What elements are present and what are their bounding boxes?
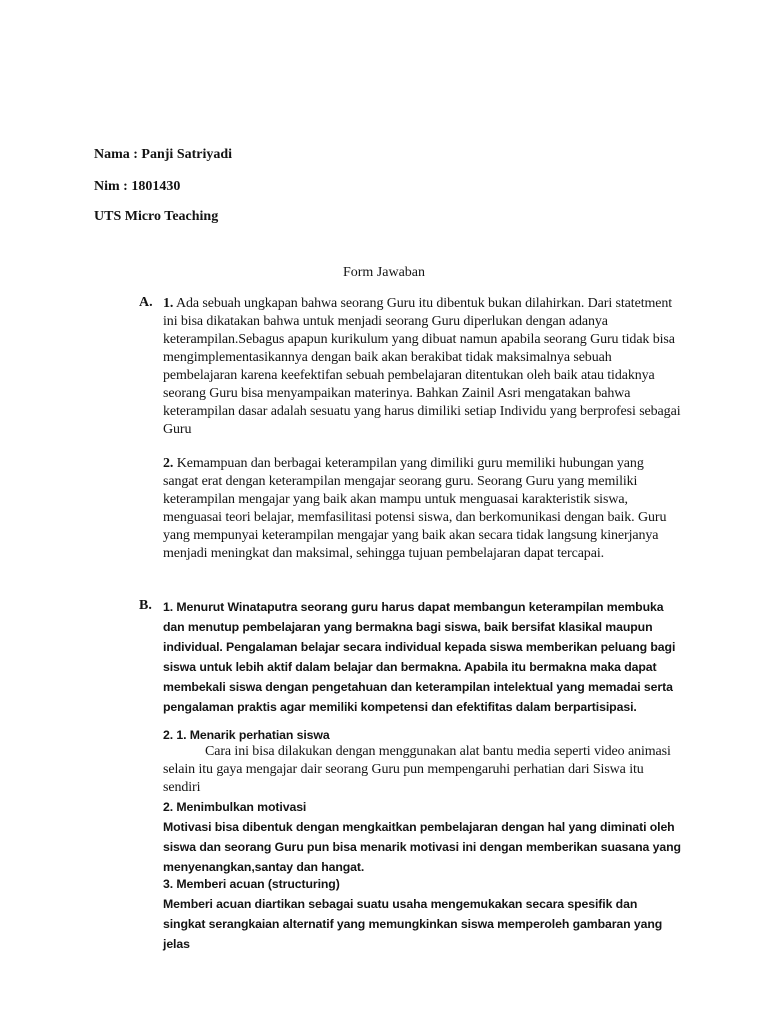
section-b-item-2 xyxy=(163,797,681,877)
section-a-question-2 xyxy=(163,455,681,563)
answer-a1-number: 1. xyxy=(163,296,174,311)
section-b-item-1-body xyxy=(163,743,681,797)
section-b-question-1 xyxy=(163,597,681,717)
item-3-text: Memberi acuan diartikan sebagai suatu usaha mengemukakan secara spesifik dan singkat serangkaian alternatif yang memungkinkan siswa memperoleh gambaran yang jelas xyxy=(163,897,663,951)
item-2-text: Motivasi bisa dibentuk dengan mengkaitkan pembelajaran dengan hal yang diminati oleh siswa dan seorang Guru pun bisa menarik motivasi ini dengan memberikan suasana yang menyenangkan,santay dan hangat. xyxy=(163,820,681,874)
student-nim: Nim : 1801430 xyxy=(94,179,181,194)
section-a-letter: A. xyxy=(139,295,153,310)
answer-a1-paragraph xyxy=(163,295,681,439)
section-b-letter: B. xyxy=(139,598,152,613)
item-2-heading: 2. Menimbulkan motivasi xyxy=(163,800,307,814)
section-a-question-1 xyxy=(163,295,681,439)
form-title: Form Jawaban xyxy=(342,265,426,280)
answer-a1-text: Ada sebuah ungkapan bahwa seorang Guru itu dibentuk bukan dilahirkan. Dari statetment ini bisa dikatakan bahwa untuk menjadi seorang Guru diperlukan dengan adanya keterampilan.Sebagus apapun kurikulum yang dibuat namun apabila seorang Guru tidak bisa mengimplementasikannya dengan baik akan berakibat tidak maksimalnya sebuah pembelajaran karena keefektifan sebuah pembelajaran ditentukan oleh baik atau tidaknya seorang Guru bisa menyampaikan materinya. Bahkan Zainil Asri mengatakan bahwa keterampilan dasar adalah sesuatu yang harus dimiliki setiap Individu yang berprofesi sebagai Guru xyxy=(163,296,681,437)
answer-b2-item1-text: Cara ini bisa dilakukan dengan menggunakan alat bantu media seperti video animasi selain itu gaya mengajar dair seorang Guru pun mempengaruhi perhatian dari Siswa itu sendiri xyxy=(163,744,671,795)
answer-b1-paragraph xyxy=(163,597,681,717)
item-3-heading: 3. Memberi acuan (structuring) xyxy=(163,877,340,891)
section-b-item-1-heading xyxy=(163,725,681,745)
answer-b1-number: 1. xyxy=(163,600,174,614)
answer-a2-number: 2. xyxy=(163,456,174,471)
student-name: Nama : Panji Satriyadi xyxy=(94,147,233,162)
section-b-item-3 xyxy=(163,874,681,954)
answer-b2-heading: 2. 1. Menarik perhatian siswa xyxy=(163,728,330,742)
answer-b1-text: Menurut Winataputra seorang guru harus dapat membangun keterampilan membuka dan menutup pembelajaran yang bermakna bagi siswa, baik bersifat klasikal maupun individual. Pengalaman belajar secara individual kepada siswa memberikan peluang bagi siswa untuk lebih aktif dalam belajar dan bermakna. Apabila itu bermakna maka dapat membekali siswa dengan pengetahuan dan keterampilan intelektual yang memadai serta pengalaman praktis agar memiliki kompetensi dan efektifitas dalam berpartisipasi. xyxy=(163,600,676,714)
answer-a2-text: Kemampuan dan berbagai keterampilan yang dimiliki guru memiliki hubungan yang sangat erat dengan keterampilan mengajar seorang guru. Seorang Guru yang memiliki keterampilan mengajar yang baik akan mampu untuk menguasai karakteristik siswa, menguasai teori belajar, memfasilitasi potensi siswa, dan berkomunikasi dengan baik. Guru yang mempunyai keterampilan mengajar yang baik akan secara tidak langsung kinerjanya menjadi meningkat dan maksimal, sehingga tujuan pembelajaran dapat tercapai. xyxy=(163,456,667,561)
course-title: UTS Micro Teaching xyxy=(94,209,219,224)
answer-a2-paragraph xyxy=(163,455,681,563)
